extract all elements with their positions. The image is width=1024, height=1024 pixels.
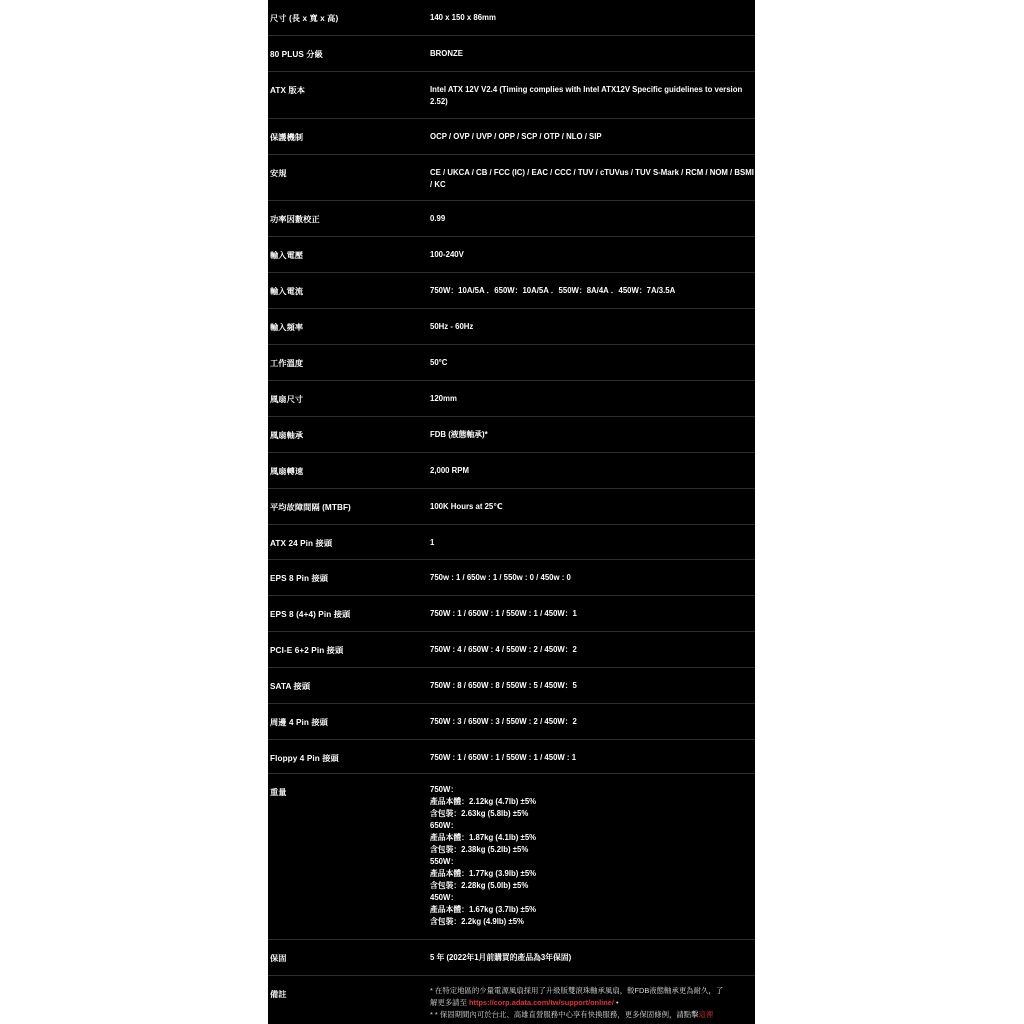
spec-label: 工作溫度 bbox=[270, 359, 304, 368]
spec-label: 輸入頻率 bbox=[270, 323, 304, 332]
spec-row bbox=[268, 560, 755, 596]
spec-value: 100-240V bbox=[430, 250, 464, 259]
spec-row bbox=[268, 155, 755, 201]
weight-line: 含包裝：2.38kg (5.2lb) ±5% bbox=[430, 845, 529, 854]
spec-label: 輸入電流 bbox=[270, 287, 304, 296]
spec-value: 750W : 4 / 650W : 4 / 550W : 2 / 450W：2 bbox=[430, 645, 577, 654]
spec-label: ATX 24 Pin 接頭 bbox=[270, 539, 333, 548]
spec-value: 50Hz - 60Hz bbox=[430, 322, 474, 331]
spec-label: SATA 接頭 bbox=[270, 682, 311, 691]
spec-label: 尺寸 (長 x 寬 x 高) bbox=[270, 14, 339, 23]
spec-value: 100K Hours at 25℃ bbox=[430, 502, 503, 511]
remarks-text bbox=[430, 985, 755, 1021]
spec-label: 風扇軸承 bbox=[270, 431, 304, 440]
spec-row bbox=[268, 119, 755, 155]
weight-line: 含包裝：2.28kg (5.0lb) ±5% bbox=[430, 881, 529, 890]
spec-row bbox=[268, 453, 755, 489]
spec-label: 周邊 4 Pin 接頭 bbox=[270, 718, 328, 727]
spec-row bbox=[268, 309, 755, 345]
spec-value: 0.99 bbox=[430, 214, 446, 223]
spec-row bbox=[268, 596, 755, 632]
weight-line: 含包裝：2.2kg (4.9lb) ±5% bbox=[430, 917, 524, 926]
spec-value: Intel ATX 12V V2.4 (Timing complies with Intel ATX12V Specific guidelines to version 2.52) bbox=[430, 85, 743, 106]
spec-label: 風扇轉速 bbox=[270, 467, 304, 476]
spec-row bbox=[268, 72, 755, 119]
spec-value: 750w : 1 / 650w : 1 / 550w : 0 / 450w : 0 bbox=[430, 573, 571, 582]
weight-line: 產品本體：1.87kg (4.1lb) ±5% bbox=[430, 833, 537, 842]
spec-row bbox=[268, 237, 755, 273]
spec-row bbox=[268, 668, 755, 704]
remarks-text-3: * * 保固期間內可於台北、高雄直營服務中心享有快換服務，更多保固條例，請點擊 bbox=[430, 1010, 699, 1019]
weight-list bbox=[430, 784, 755, 928]
weight-line: 450W： bbox=[430, 893, 459, 902]
spec-value: 50°C bbox=[430, 358, 448, 367]
remarks-prefix: 解更多請至 bbox=[430, 998, 470, 1007]
spec-table bbox=[268, 0, 755, 1024]
weight-line: 產品本體：1.77kg (3.9lb) ±5% bbox=[430, 869, 537, 878]
spec-value: 120mm bbox=[430, 394, 457, 403]
support-link[interactable]: https://corp.adata.com/tw/support/online/ bbox=[469, 998, 614, 1007]
spec-row bbox=[268, 345, 755, 381]
spec-value: 1 bbox=[430, 538, 435, 547]
remarks-suffix: • bbox=[613, 998, 619, 1007]
spec-value: OCP / OVP / UVP / OPP / SCP / OTP / NLO / SIP bbox=[430, 132, 602, 141]
spec-row bbox=[268, 489, 755, 525]
spec-value: 5 年 (2022年1月前購買的產品為3年保固) bbox=[430, 953, 572, 962]
spec-value: 750W：10A/5A ．650W：10A/5A ．550W：8A/4A ．450W：7A/3.5A bbox=[430, 286, 676, 295]
spec-value: 140 x 150 x 86mm bbox=[430, 13, 496, 22]
spec-label: 80 PLUS 分級 bbox=[270, 50, 323, 59]
spec-row bbox=[268, 525, 755, 560]
warranty-terms-link[interactable]: 這裡 bbox=[698, 1010, 714, 1019]
spec-label: 保護機制 bbox=[270, 133, 304, 142]
spec-row bbox=[268, 0, 755, 36]
spec-label: 風扇尺寸 bbox=[270, 395, 304, 404]
spec-label: 安規 bbox=[270, 169, 287, 178]
spec-row-warranty bbox=[268, 940, 755, 976]
spec-row bbox=[268, 740, 755, 774]
spec-value: 750W : 1 / 650W : 1 / 550W : 1 / 450W：1 bbox=[430, 609, 577, 618]
spec-row bbox=[268, 417, 755, 453]
spec-label: 重量 bbox=[270, 788, 287, 797]
weight-line: 750W： bbox=[430, 785, 459, 794]
spec-label: EPS 8 (4+4) Pin 接頭 bbox=[270, 610, 351, 619]
spec-label: 輸入電壓 bbox=[270, 251, 304, 260]
spec-label: 備註 bbox=[270, 990, 287, 999]
spec-label: ATX 版本 bbox=[270, 86, 306, 95]
spec-label: EPS 8 Pin 接頭 bbox=[270, 574, 329, 583]
spec-value: BRONZE bbox=[430, 49, 463, 58]
spec-label: 功率因數校正 bbox=[270, 215, 320, 224]
spec-value: 750W : 3 / 650W : 3 / 550W : 2 / 450W：2 bbox=[430, 717, 577, 726]
spec-label: Floppy 4 Pin 接頭 bbox=[270, 754, 339, 763]
spec-value: CE / UKCA / CB / FCC (IC) / EAC / CCC / TUV / cTUVus / TUV S-Mark / RCM / NOM / BSMI / KC bbox=[430, 168, 754, 189]
spec-row-remarks bbox=[268, 976, 755, 1024]
remarks-line bbox=[430, 997, 755, 1009]
spec-label: PCI-E 6+2 Pin 接頭 bbox=[270, 646, 344, 655]
spec-row-weight bbox=[268, 774, 755, 940]
spec-label: 保固 bbox=[270, 954, 287, 963]
spec-label: 平均故障間隔 (MTBF) bbox=[270, 503, 351, 512]
spec-row bbox=[268, 201, 755, 237]
weight-line: 產品本體：2.12kg (4.7lb) ±5% bbox=[430, 797, 537, 806]
spec-row bbox=[268, 632, 755, 668]
spec-value: 750W : 8 / 650W : 8 / 550W : 5 / 450W：5 bbox=[430, 681, 577, 690]
spec-value: 2,000 RPM bbox=[430, 466, 470, 475]
spec-row bbox=[268, 36, 755, 72]
spec-value: FDB (液態軸承)* bbox=[430, 430, 488, 439]
spec-row bbox=[268, 704, 755, 740]
remarks-line: * 在特定地區的少量電源風扇採用了升級版雙滾珠軸承風扇，較FDB液態軸承更為耐久，了 bbox=[430, 986, 724, 995]
weight-line: 650W： bbox=[430, 821, 459, 830]
remarks-line bbox=[430, 1009, 755, 1021]
spec-row bbox=[268, 273, 755, 309]
weight-line: 550W： bbox=[430, 857, 459, 866]
weight-line: 含包裝：2.63kg (5.8lb) ±5% bbox=[430, 809, 529, 818]
weight-line: 產品本體：1.67kg (3.7lb) ±5% bbox=[430, 905, 537, 914]
spec-row bbox=[268, 381, 755, 417]
spec-value: 750W : 1 / 650W : 1 / 550W : 1 / 450W : 1 bbox=[430, 753, 577, 762]
